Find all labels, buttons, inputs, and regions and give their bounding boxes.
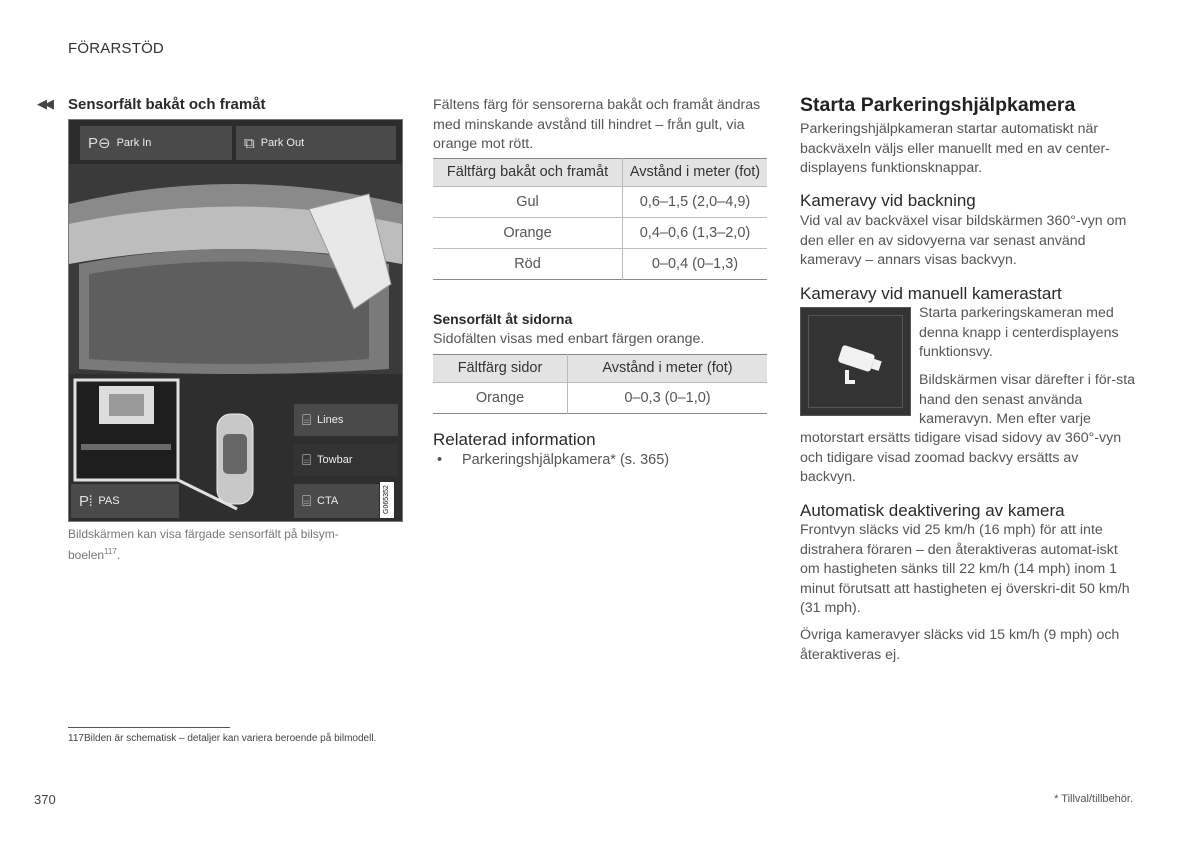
section-header: FÖRARSTÖD bbox=[68, 40, 164, 57]
towbar-button bbox=[294, 444, 398, 476]
table-row bbox=[433, 218, 767, 249]
table-cell: 0,6–1,5 (2,0–4,9) bbox=[623, 187, 768, 218]
table-cell: 0–0,3 (0–1,0) bbox=[568, 383, 768, 414]
table-cell: Orange bbox=[433, 218, 623, 249]
table-row bbox=[433, 249, 767, 280]
main-title: Starta Parkeringshjälpkamera bbox=[800, 94, 1076, 116]
pas-button bbox=[71, 484, 179, 518]
footnote-divider bbox=[68, 727, 230, 728]
bullet-icon: • bbox=[437, 452, 443, 468]
footnote: 117Bilden är schematisk – detaljer kan variera beroende på bilmodell. bbox=[68, 733, 377, 744]
side-sensor-heading: Sensorfält åt sidorna bbox=[433, 311, 573, 327]
park-in-label: Park In bbox=[116, 137, 152, 149]
manual-display-text: Bildskärmen visar därefter i för-sta hand den senast använda kameravyn. Men efter varje bbox=[919, 372, 1136, 427]
manual-start-text: Starta parkeringskameran med denna knapp i centerdisplayens funktionsvy. bbox=[919, 305, 1119, 360]
sensor-distance-table bbox=[433, 158, 767, 280]
park-out-label: Park Out bbox=[260, 137, 305, 149]
other-views-text: Övriga kameravyer släcks vid 15 km/h (9 mph) och återaktiveras ej. bbox=[800, 627, 1120, 663]
towbar-icon: ⌸ bbox=[302, 451, 312, 469]
pas-label: PAS bbox=[98, 495, 120, 507]
lines-icon: ⌸ bbox=[302, 411, 312, 429]
camera-button-image bbox=[800, 307, 911, 416]
related-info-item[interactable] bbox=[437, 452, 669, 468]
table-cell: Orange bbox=[433, 383, 568, 414]
cta-button bbox=[294, 484, 379, 518]
caption-footnote-ref: 117 bbox=[104, 547, 117, 556]
figure-heading: Sensorfält bakåt och framåt bbox=[68, 96, 266, 113]
table-row bbox=[433, 187, 767, 218]
table-row bbox=[433, 383, 767, 414]
manual-start-heading: Kameravy vid manuell kamerastart bbox=[800, 284, 1062, 303]
camera-icon bbox=[831, 340, 885, 386]
table-cell: Röd bbox=[433, 249, 623, 280]
park-in-icon: P⊖ bbox=[88, 135, 111, 152]
park-out-icon: ⧉ bbox=[244, 134, 255, 152]
related-link[interactable]: Parkeringshjälpkamera* (s. 365) bbox=[462, 452, 670, 468]
table1-header-distance: Avstånd i meter (fot) bbox=[623, 159, 768, 187]
back-arrow-icon[interactable]: ◀◀ bbox=[37, 96, 51, 111]
related-info-heading: Relaterad information bbox=[433, 430, 596, 449]
page-number: 370 bbox=[34, 792, 56, 807]
table-cell: 0,4–0,6 (1,3–2,0) bbox=[623, 218, 768, 249]
park-in-button bbox=[80, 126, 232, 160]
backing-heading: Kameravy vid backning bbox=[800, 191, 976, 210]
park-out-button bbox=[236, 126, 396, 160]
camera-display-figure bbox=[68, 119, 403, 522]
side-sensor-text: Sidofälten visas med enbart färgen orange. bbox=[433, 331, 705, 347]
table-cell: 0–0,4 (0–1,3) bbox=[623, 249, 768, 280]
lines-button bbox=[294, 404, 398, 436]
backing-text: Vid val av backväxel visar bildskärmen 360°-vyn om den eller en av sidovyerna var senast använd kameravy – annars visas backvyn. bbox=[800, 213, 1127, 268]
manual-display-text-cont: motorstart ersätts tidigare visad sidovy av 360°-vyn och tidigare visad zoomad backvy ersätts av backvyn. bbox=[800, 430, 1122, 485]
auto-deactivation-text: Frontvyn släcks vid 25 km/h (16 mph) för att inte distrahera föraren – den återaktiveras automat-iskt om hastigheten sänks till 22 km/h (14 mph) inom 1 minut förutsatt att hastigheten ej överskri-dit 50 km/h (31 mph). bbox=[800, 522, 1130, 616]
cta-icon: ⌸ bbox=[302, 492, 312, 510]
camera-intro-text: Parkeringshjälpkameran startar automatiskt när backväxeln väljs eller manuellt med en av center-displayens funktionsknappar. bbox=[800, 121, 1110, 176]
table-cell: Gul bbox=[433, 187, 623, 218]
figure-code: G065352 bbox=[380, 482, 394, 518]
accessory-note: * Tillval/tillbehör. bbox=[1054, 793, 1133, 805]
table1-header-color: Fältfärg bakåt och framåt bbox=[433, 159, 623, 187]
side-sensor-table bbox=[433, 354, 767, 414]
auto-deactivation-heading: Automatisk deaktivering av kamera bbox=[800, 501, 1065, 520]
lines-label: Lines bbox=[317, 414, 344, 426]
figure-caption: Bildskärmen kan visa färgade sensorfält på bilsym-boelen$^{117}$. bbox=[68, 527, 339, 562]
towbar-label: Towbar bbox=[317, 454, 353, 466]
cta-label: CTA bbox=[317, 495, 339, 507]
table2-header-color: Fältfärg sidor bbox=[433, 355, 568, 383]
sensor-intro-text: Fältens färg för sensorerna bakåt och framåt ändras med minskande avstånd till hindret – från gult, via orange mot rött. bbox=[433, 97, 761, 152]
table2-header-distance: Avstånd i meter (fot) bbox=[568, 355, 768, 383]
caption-text: Bildskärmen kan visa färgade sensorfält på bilsym-boelen bbox=[68, 527, 339, 562]
pas-icon: P⦙ bbox=[79, 492, 93, 510]
